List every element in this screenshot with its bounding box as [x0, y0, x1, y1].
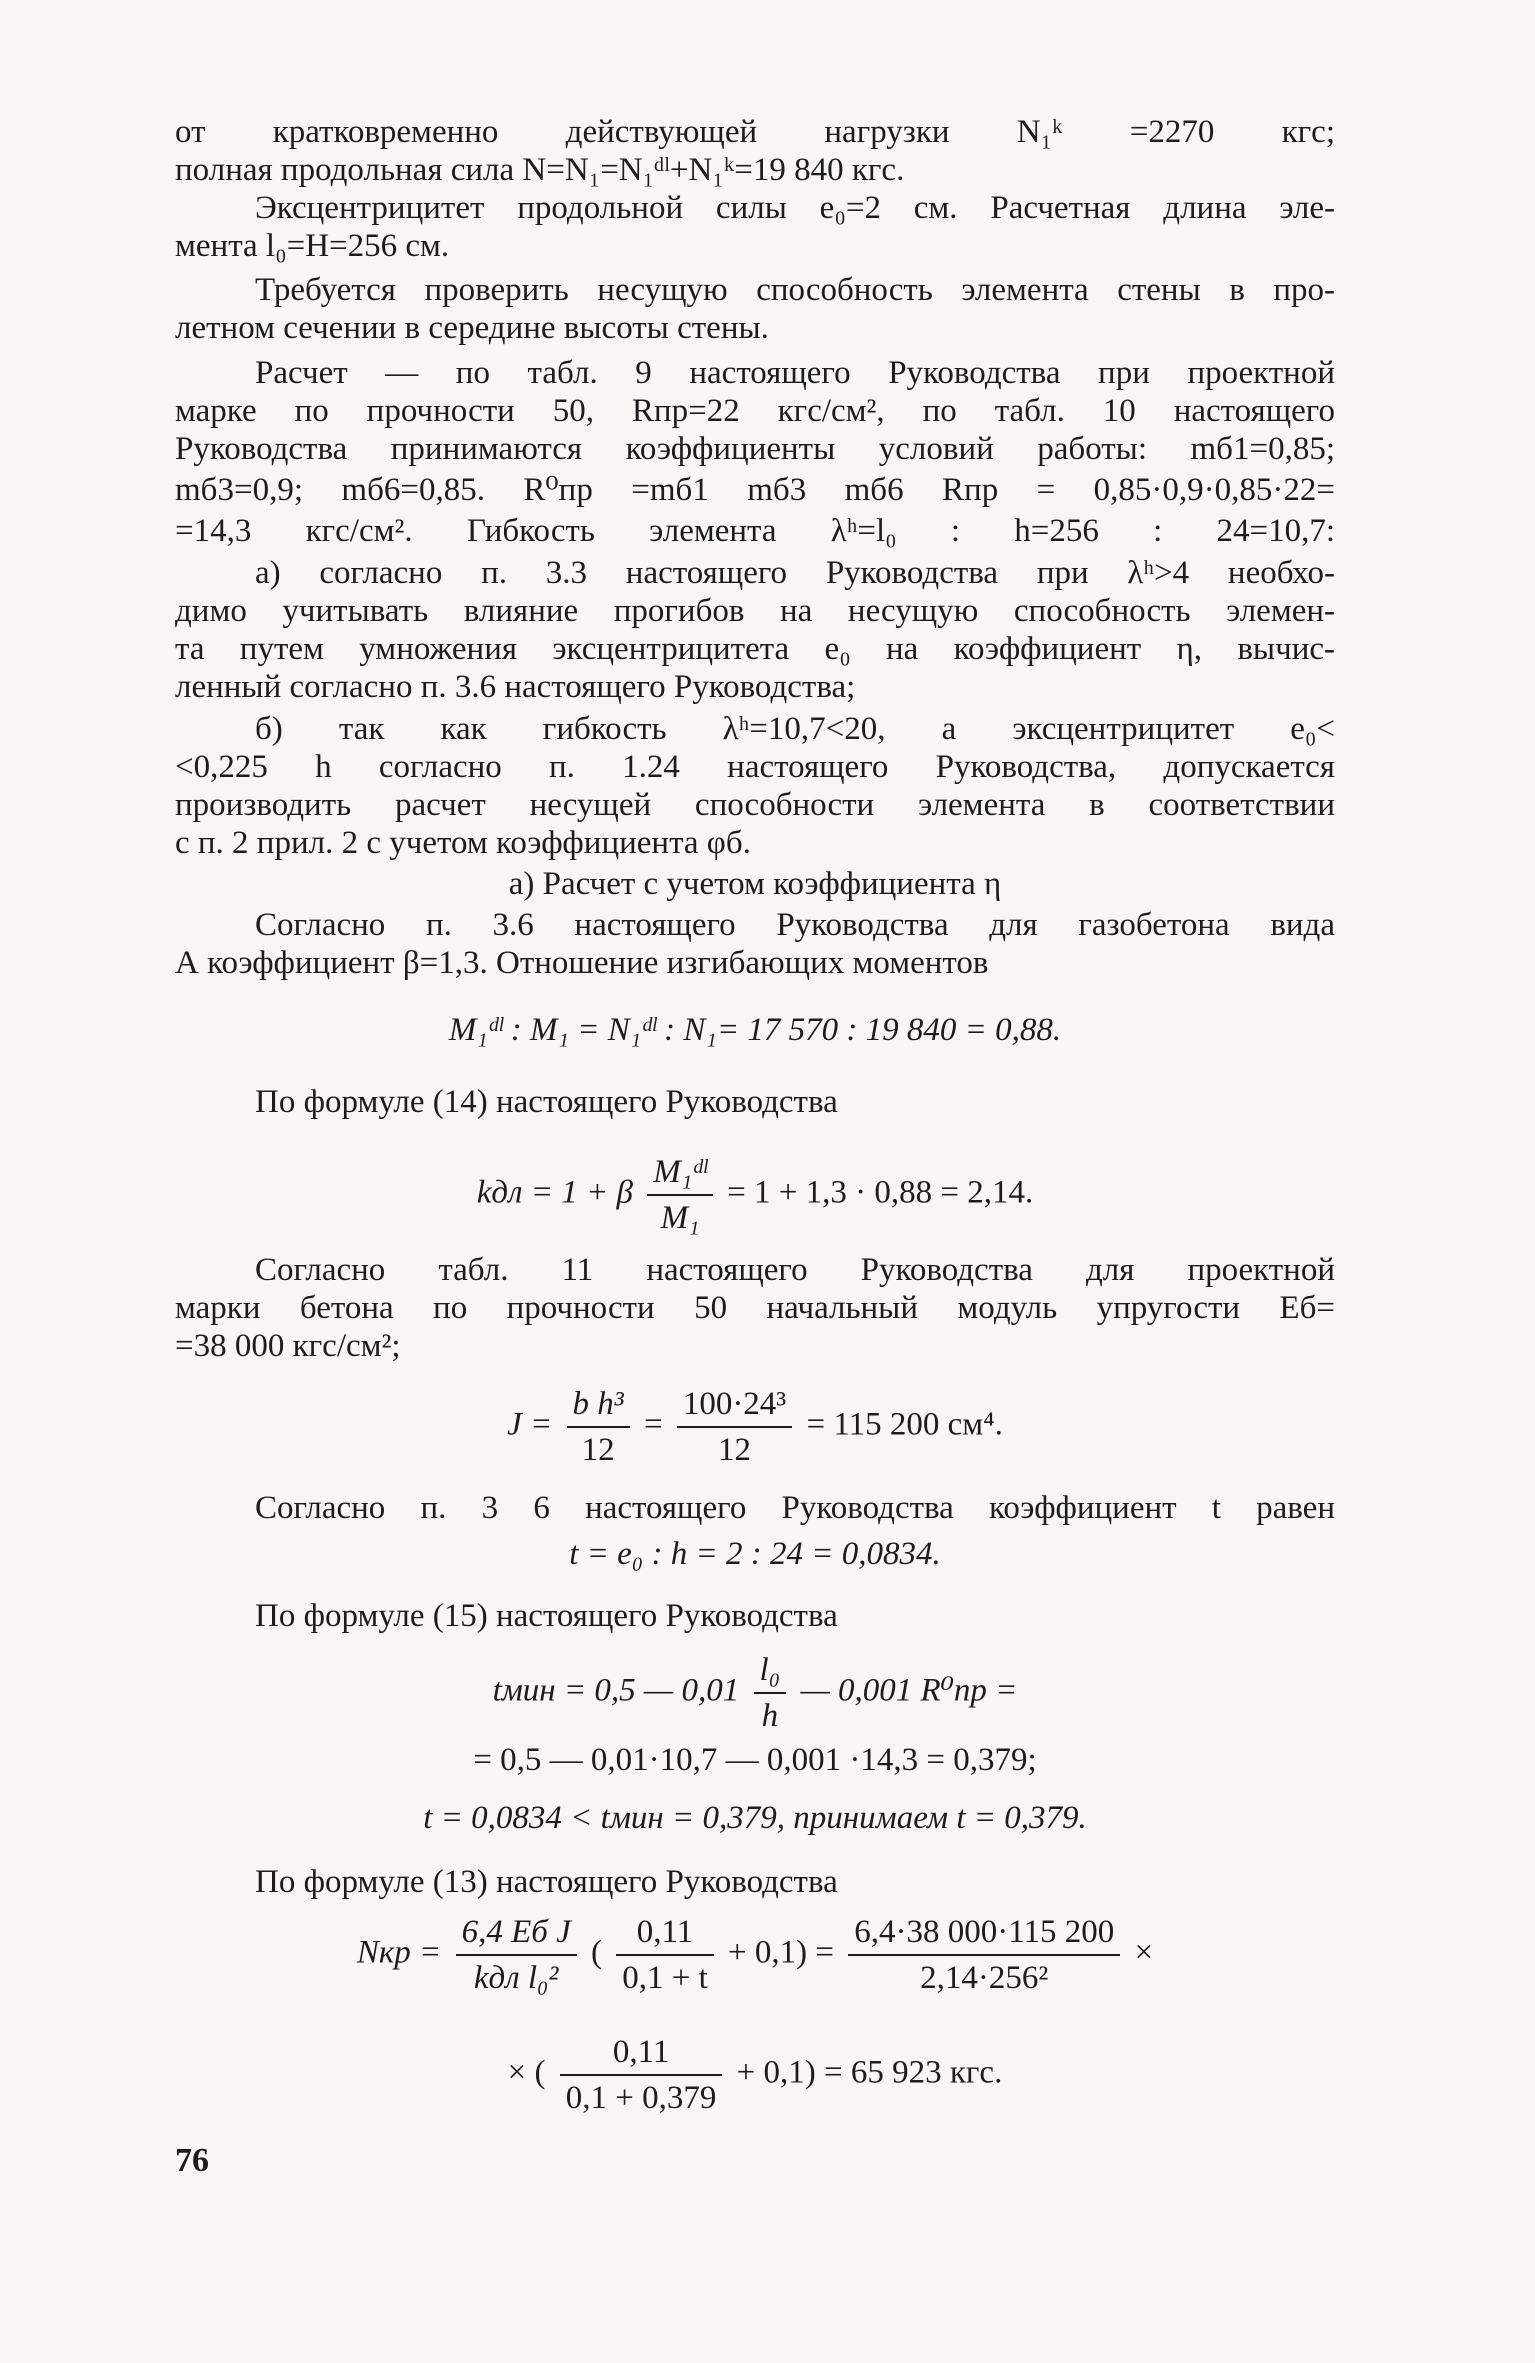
eq-nkp-fraction-1 [456, 1910, 577, 2000]
eq-nkp-fraction-2 [616, 1910, 714, 2000]
eq-nkp-num1: 6,4 Eб J [461, 1914, 571, 1950]
eq-j-lhs: J = [507, 1406, 553, 1443]
eq-tmin-den: h [754, 1692, 787, 1738]
equation-Nkp-continued [175, 2030, 1335, 2120]
eq-tmin-rhs: — 0,001 R⁰пр = [800, 1672, 1018, 1709]
equation-J [175, 1382, 1335, 1472]
eq-nkp-fraction-3 [848, 1910, 1120, 2000]
eq-j-equals: = [643, 1406, 663, 1443]
eq-j-num1: b h³ [572, 1386, 624, 1422]
eq-kdl-den: M₁ [647, 1194, 713, 1240]
text-line: б) так как гибкость λʰ=10,7<20, а эксцентрицитет e₀< [255, 711, 1335, 747]
eq-nkp-open-paren: ( [590, 1934, 602, 1971]
equation-tmin [175, 1648, 1335, 1738]
text-line: <0,225 h согласно п. 1.24 настоящего Руководства, допускается [175, 749, 1335, 785]
equation-moment-ratio: M₁ᵈˡ : M₁ = N₁ᵈˡ : N₁= 17 570 : 19 840 = 0,88. [448, 1012, 1062, 1048]
text-line: ленный согласно п. 3.6 настоящего Руководства; [175, 669, 856, 705]
eq-j-rhs: = 115 200 см⁴. [806, 1406, 1003, 1443]
equation-Nkp [175, 1910, 1335, 2000]
eq-nkp-lhs: Nкр = [356, 1934, 442, 1971]
equation-t-accepted: t = 0,0834 < tмин = 0,379, принимаем t = 0,379. [423, 1800, 1087, 1836]
text-line: марке по прочности 50, Rпр=22 кгс/см², по табл. 10 настоящего [175, 393, 1335, 429]
text-line: Руководства принимаются коэффициенты условий работы: mб1=0,85; [175, 431, 1335, 467]
equation-kdl [175, 1150, 1335, 1240]
text-line: димо учитывать влияние прогибов на несущую способность элемен- [175, 593, 1335, 629]
text-line: производить расчет несущей способности элемента в соответствии [175, 787, 1335, 823]
text-line: =38 000 кгс/см²; [175, 1328, 401, 1364]
page-number: 76 [175, 2142, 209, 2179]
equation-t: t = e₀ : h = 2 : 24 = 0,0834. [569, 1536, 941, 1572]
eq-nkp2-den: 0,1 + 0,379 [560, 2074, 723, 2120]
eq-tmin-lhs: tмин = 0,5 — 0,01 [492, 1672, 740, 1709]
text-line: Расчет — по табл. 9 настоящего Руководства при проектной [255, 355, 1335, 391]
text-line: mб3=0,9; mб6=0,85. R⁰пр =mб1 mб3 mб6 Rпр = 0,85·0,9·0,85·22= [175, 472, 1335, 508]
text-line: мента l₀=H=256 см. [175, 228, 450, 264]
eq-kdl-lhs: kдл = 1 + β [476, 1174, 633, 1211]
eq-j-num2: 100·24³ [682, 1386, 787, 1422]
eq-nkp2-lhs: × ( [507, 2054, 546, 2091]
text-line: По формуле (14) настоящего Руководства [255, 1084, 838, 1120]
text-line: По формуле (13) настоящего Руководства [255, 1864, 838, 1900]
eq-j-den2: 12 [677, 1426, 792, 1472]
text-line: Эксцентрицитет продольной силы e₀=2 см. Расчетная длина эле- [255, 190, 1335, 226]
section-heading: а) Расчет с учетом коэффициента η [508, 866, 1002, 902]
eq-j-fraction-2 [677, 1382, 792, 1472]
eq-nkp2-num: 0,11 [612, 2034, 670, 2070]
eq-nkp2-fraction [560, 2030, 723, 2120]
text-line: летном сечении в середине высоты стены. [175, 310, 769, 346]
eq-nkp-mid: + 0,1) = [728, 1934, 834, 1971]
eq-nkp-den1: kдл l₀² [456, 1954, 577, 2000]
equation-tmin-value: = 0,5 — 0,01·10,7 — 0,001 ·14,3 = 0,379; [473, 1742, 1037, 1778]
eq-nkp-den2: 0,1 + t [616, 1954, 714, 2000]
text-line: марки бетона по прочности 50 начальный модуль упругости Eб= [175, 1290, 1335, 1326]
text-line: от кратковременно действующей нагрузки N₁ᵏ =2270 кгс; [175, 114, 1335, 150]
eq-nkp-den3: 2,14·256² [848, 1954, 1120, 2000]
text-line: По формуле (15) настоящего Руководства [255, 1598, 838, 1634]
eq-tmin-num: l₀ [759, 1652, 781, 1688]
text-line: а) согласно п. 3.3 настоящего Руководства при λʰ>4 необхо- [255, 555, 1335, 591]
text-line: Согласно п. 3.6 настоящего Руководства для газобетона вида [255, 907, 1335, 943]
text-line: с п. 2 прил. 2 с учетом коэффициента φб. [175, 825, 751, 861]
eq-nkp-times: × [1134, 1934, 1154, 1971]
text-line: полная продольная сила N=N₁=N₁ᵈˡ+N₁ᵏ=19 840 кгс. [175, 152, 905, 188]
eq-j-fraction-1 [567, 1382, 630, 1472]
text-line: Требуется проверить несущую способность элемента стены в про- [255, 272, 1335, 308]
text-line: Согласно табл. 11 настоящего Руководства для проектной [255, 1252, 1335, 1288]
eq-j-den1: 12 [567, 1426, 630, 1472]
eq-tmin-fraction [754, 1648, 787, 1738]
eq-kdl-num: M₁ᵈˡ [653, 1154, 707, 1190]
eq-kdl-fraction [647, 1150, 713, 1240]
eq-nkp-num3: 6,4·38 000·115 200 [854, 1914, 1115, 1950]
text-line: =14,3 кгс/см². Гибкость элемента λʰ=l₀ : h=256 : 24=10,7: [175, 513, 1335, 549]
text-line: А коэффициент β=1,3. Отношение изгибающих моментов [175, 945, 989, 981]
text-line: та путем умножения эксцентрицитета e₀ на коэффициент η, вычис- [175, 631, 1335, 667]
eq-nkp2-rhs: + 0,1) = 65 923 кгс. [736, 2054, 1003, 2091]
eq-nkp-num2: 0,11 [636, 1914, 694, 1950]
text-line: Согласно п. 3 6 настоящего Руководства коэффициент t равен [255, 1490, 1335, 1526]
eq-kdl-rhs: = 1 + 1,3 · 0,88 = 2,14. [727, 1174, 1034, 1211]
